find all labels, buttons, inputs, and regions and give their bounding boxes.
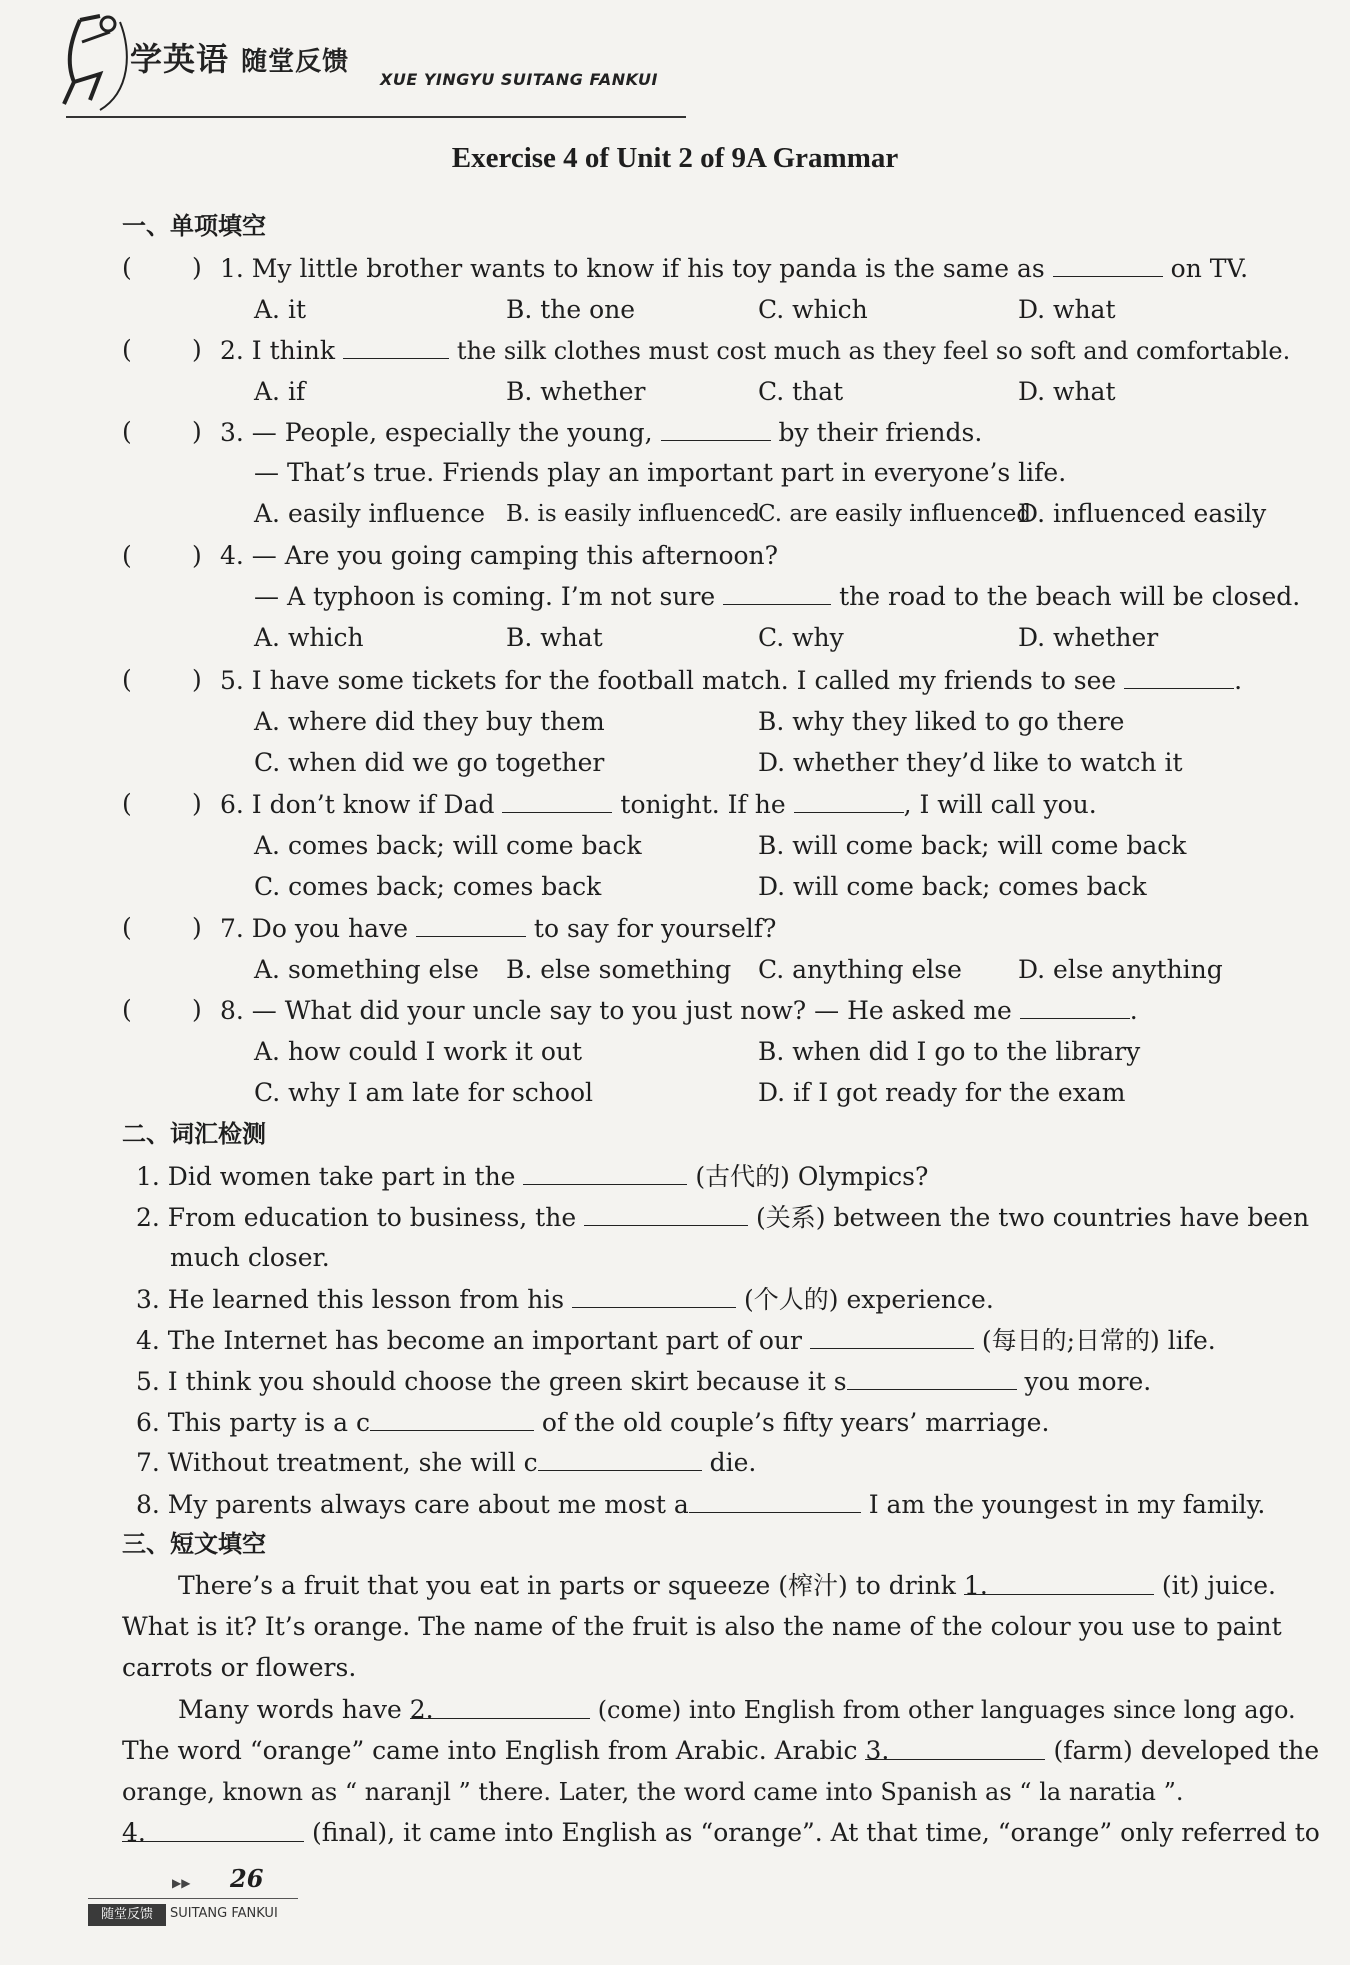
bracket-open: ( [122, 995, 132, 1024]
question-4: 4. — Are you going camping this afternoon? [220, 541, 779, 570]
vocab-text: 6. This party is a c [136, 1408, 370, 1437]
brand-cn-main: 学英语 [130, 40, 230, 78]
answer-blank[interactable] [538, 1446, 702, 1471]
blank-number: 2. [409, 1695, 434, 1724]
answer-blank[interactable] [723, 580, 831, 605]
answer-bracket [122, 664, 202, 696]
answer-blank-1[interactable] [963, 1570, 1154, 1600]
option-a: A. easily influence [254, 499, 486, 528]
option-b: B. whether [506, 377, 646, 406]
brand-pinyin: XUE YINGYU SUITANG FANKUI [380, 70, 658, 89]
question-text: 5. I have some tickets for the football match. I called my friends to see [220, 666, 1117, 695]
question-text: to say for yourself? [533, 914, 777, 943]
answer-bracket [122, 788, 202, 820]
answer-blank[interactable] [502, 788, 612, 813]
option-a: A. something else [254, 955, 479, 984]
question-4-reply [254, 580, 1300, 613]
question-text: tonight. If he [620, 790, 786, 819]
page-footer [88, 1860, 348, 1960]
question-text: the road to the beach will be closed. [839, 582, 1301, 611]
passage-text: (come) into English from other languages since long ago. [597, 1696, 1296, 1724]
passage-line: What is it? It’s orange. The name of the fruit is also the name of the colour you use to paint [122, 1612, 1282, 1641]
option-b: B. the one [506, 295, 636, 324]
question-text: 2. I think [220, 336, 336, 365]
answer-blank[interactable] [1124, 664, 1234, 689]
vocab-6 [136, 1406, 1049, 1439]
vocab-text: of the old couple’s fifty years’ marriage. [541, 1408, 1050, 1437]
blank-number: 1. [963, 1571, 988, 1600]
option-b: B. why they liked to go there [758, 707, 1125, 736]
header-divider [66, 116, 686, 118]
footer-divider [88, 1898, 298, 1899]
answer-blank[interactable] [1020, 994, 1130, 1019]
section-heading-2: 二、词汇检测 [122, 1120, 266, 1148]
answer-blank[interactable] [523, 1160, 687, 1185]
passage-text: (it) juice. [1161, 1571, 1276, 1600]
blank-number: 4. [122, 1818, 146, 1847]
bracket-close: ) [192, 541, 202, 570]
question-text: — A typhoon is coming. I’m not sure [254, 582, 716, 611]
vocab-2-continued: much closer. [170, 1243, 330, 1272]
question-text: on TV. [1170, 254, 1249, 283]
option-c: C. which [758, 295, 868, 324]
option-d: D. whether [1018, 623, 1159, 652]
question-1 [220, 252, 1248, 285]
option-c: C. why I am late for school [254, 1078, 594, 1107]
bracket-close: ) [192, 789, 202, 818]
vocab-1 [136, 1160, 928, 1193]
answer-bracket [122, 994, 202, 1026]
question-text: , I will call you. [903, 790, 1097, 819]
section-heading-3: 三、短文填空 [122, 1530, 266, 1558]
question-text: 8. — What did your uncle say to you just now? — He asked me [220, 996, 1012, 1025]
option-c: C. comes back; comes back [254, 872, 602, 901]
vocab-text: (每日的;日常的) life. [981, 1326, 1216, 1355]
vocab-8 [136, 1488, 1265, 1521]
answer-bracket [122, 252, 202, 284]
passage-line [178, 1694, 1296, 1726]
footer-label: 随堂反馈 [88, 1904, 166, 1926]
option-b: B. will come back; will come back [758, 831, 1187, 860]
vocab-3 [136, 1283, 994, 1316]
vocab-2 [136, 1201, 1309, 1234]
page-title: Exercise 4 of Unit 2 of 9A Grammar [451, 142, 899, 174]
option-a: A. if [254, 377, 306, 406]
vocab-text: 4. The Internet has become an important part of our [136, 1326, 802, 1355]
vocab-text: 3. He learned this lesson from his [136, 1285, 565, 1314]
option-d: D. will come back; comes back [758, 872, 1147, 901]
question-text: . [1129, 996, 1138, 1025]
question-8 [220, 994, 1138, 1027]
option-c: C. when did we go together [254, 748, 605, 777]
vocab-text: (关系) between the two countries have been [756, 1203, 1310, 1232]
vocab-text: I am the youngest in my family. [868, 1490, 1266, 1519]
question-7 [220, 912, 776, 945]
passage-line: orange, known as “ naranjl ” there. Later, the word came into Spanish as “ la naratia ”. [122, 1778, 1184, 1806]
option-c: C. that [758, 377, 844, 406]
bracket-open: ( [122, 665, 132, 694]
option-a: A. how could I work it out [254, 1037, 583, 1066]
bracket-close: ) [192, 417, 202, 446]
answer-blank[interactable] [689, 1488, 861, 1513]
answer-blank[interactable] [572, 1283, 736, 1308]
vocab-7 [136, 1446, 756, 1479]
option-c: C. why [758, 623, 844, 652]
question-text: . [1234, 666, 1243, 695]
answer-bracket [122, 540, 202, 572]
bracket-open: ( [122, 789, 132, 818]
vocab-5 [136, 1365, 1151, 1398]
passage-line [122, 1735, 1319, 1767]
page-number: 26 [230, 1864, 264, 1893]
vocab-4 [136, 1324, 1216, 1357]
section-heading-1: 一、单项填空 [122, 212, 266, 240]
option-b: B. what [506, 623, 603, 652]
answer-blank-4[interactable] [122, 1817, 304, 1847]
option-c: C. are easily influenced [758, 501, 1032, 527]
answer-blank[interactable] [794, 788, 904, 813]
option-a: A. which [254, 623, 364, 652]
vocab-text: (古代的) Olympics? [695, 1162, 929, 1191]
brand-cn-sub: 随堂反馈 [241, 47, 350, 77]
bracket-open: ( [122, 541, 132, 570]
option-b: B. else something [506, 955, 732, 984]
option-d: D. influenced easily [1018, 499, 1267, 528]
bracket-open: ( [122, 253, 132, 282]
passage-text: (final), it came into English as “orange”. At that time, “orange” only referred to [311, 1818, 1320, 1847]
answer-blank[interactable] [370, 1406, 534, 1431]
bracket-close: ) [192, 335, 202, 364]
question-3 [220, 416, 982, 449]
option-b: B. is easily influenced [506, 501, 761, 527]
vocab-text: 8. My parents always care about me most a [136, 1490, 689, 1519]
passage-line [122, 1817, 1320, 1849]
question-text: 6. I don’t know if Dad [220, 790, 495, 819]
answer-blank-2[interactable] [409, 1694, 590, 1724]
vocab-text: 2. From education to business, the [136, 1203, 577, 1232]
answer-blank[interactable] [584, 1201, 748, 1226]
option-d: D. if I got ready for the exam [758, 1078, 1126, 1107]
passage-text: Many words have [178, 1695, 402, 1724]
double-arrow-icon: ▶▶ [172, 1876, 191, 1890]
vocab-text: 5. I think you should choose the green skirt because it s [136, 1367, 847, 1396]
question-text: 7. Do you have [220, 914, 408, 943]
question-6 [220, 788, 1097, 821]
option-a: A. comes back; will come back [254, 831, 642, 860]
bracket-close: ) [192, 253, 202, 282]
option-d: D. else anything [1018, 955, 1223, 984]
question-text: the silk clothes must cost much as they feel so soft and comfortable. [456, 337, 1291, 365]
passage-text: The word “orange” came into English from Arabic. Arabic [122, 1736, 858, 1765]
vocab-text: 7. Without treatment, she will c [136, 1448, 538, 1477]
answer-blank-3[interactable] [865, 1735, 1045, 1765]
answer-bracket [122, 912, 202, 944]
passage-text: (farm) developed the [1053, 1736, 1320, 1765]
bracket-close: ) [192, 995, 202, 1024]
question-text: 1. My little brother wants to know if his toy panda is the same as [220, 254, 1045, 283]
vocab-text: 1. Did women take part in the [136, 1162, 516, 1191]
passage-line: carrots or flowers. [122, 1653, 357, 1682]
option-d: D. whether they’d like to watch it [758, 748, 1183, 777]
blank-number: 3. [865, 1736, 890, 1765]
answer-blank[interactable] [343, 334, 449, 359]
vocab-text: die. [709, 1448, 757, 1477]
passage-text: There’s a fruit that you eat in parts or squeeze (榨汁) to drink [178, 1571, 956, 1600]
vocab-text: (个人的) experience. [744, 1285, 994, 1314]
bracket-close: ) [192, 913, 202, 942]
passage-line [178, 1570, 1276, 1602]
answer-bracket [122, 416, 202, 448]
question-3-reply: — That’s true. Friends play an important part in everyone’s life. [254, 458, 1067, 487]
bracket-open: ( [122, 417, 132, 446]
brand-title [130, 34, 349, 80]
answer-bracket [122, 334, 202, 366]
answer-blank[interactable] [416, 912, 526, 937]
answer-blank[interactable] [1053, 252, 1163, 277]
header-banner [60, 12, 680, 112]
bracket-open: ( [122, 335, 132, 364]
question-5 [220, 664, 1242, 697]
answer-blank[interactable] [661, 416, 771, 441]
question-2 [220, 334, 1290, 367]
option-d: D. what [1018, 377, 1116, 406]
bracket-open: ( [122, 913, 132, 942]
running-figure-logo-icon [60, 12, 130, 112]
answer-blank[interactable] [810, 1324, 974, 1349]
question-text: 3. — People, especially the young, [220, 418, 653, 447]
option-c: C. anything else [758, 955, 962, 984]
bracket-close: ) [192, 665, 202, 694]
vocab-text: you more. [1024, 1367, 1152, 1396]
question-text: by their friends. [778, 418, 983, 447]
answer-blank[interactable] [847, 1365, 1017, 1390]
footer-pinyin: SUITANG FANKUI [170, 1906, 278, 1921]
option-b: B. when did I go to the library [758, 1037, 1141, 1066]
option-a: A. it [254, 295, 306, 324]
option-a: A. where did they buy them [254, 707, 605, 736]
option-d: D. what [1018, 295, 1116, 324]
